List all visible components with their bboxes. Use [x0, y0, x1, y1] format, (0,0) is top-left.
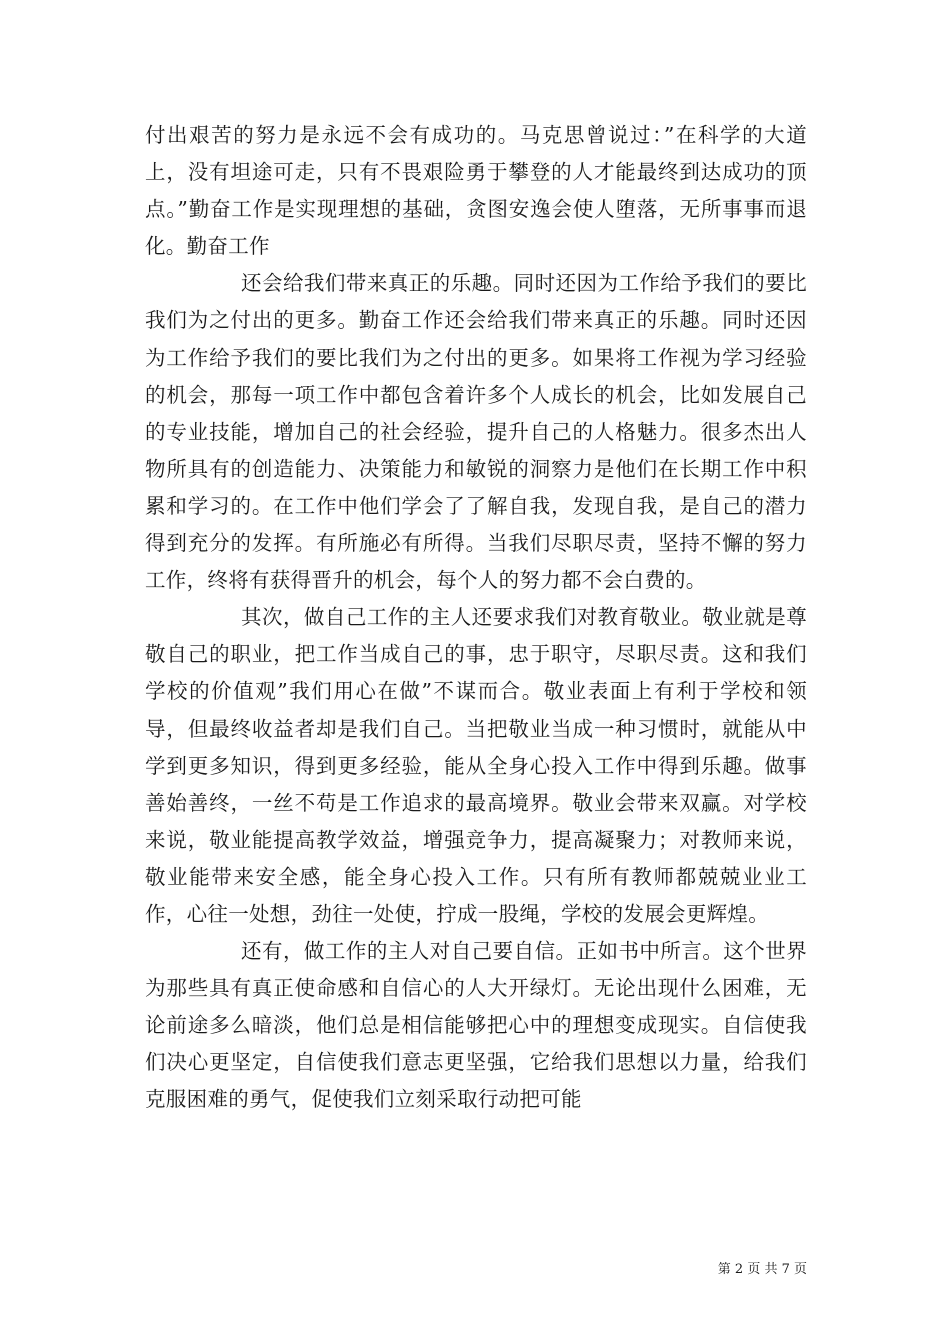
- paragraph-2: 还会给我们带来真正的乐趣。同时还因为工作给予我们的要比我们为之付出的更多。勤奋工作还会给我们带来真正的乐趣。同时还因为工作给予我们的要比我们为之付出的更多。如果将工作视为学习经验的机会，那每一项工作中都包含着许多个人成长的机会，比如发展自己的专业技能，增加自己的社会经验，提升自己的人格魅力。很多杰出人物所具有的创造能力、决策能力和敏锐的洞察力是他们在长期工作中积累和学习的。在工作中他们学会了了解自我，发现自我，是自己的潜力得到充分的发挥。有所施必有所得。当我们尽职尽责，坚持不懈的努力工作，终将有获得晋升的机会，每个人的努力都不会白费的。: [145, 271, 807, 593]
- paragraph-3: 其次，做自己工作的主人还要求我们对教育敬业。敬业就是尊敬自己的职业，把工作当成自己的事，忠于职守，尽职尽责。这和我们学校的价值观”我们用心在做”不谋而合。敬业表面上有利于学校和领导，但最终收益者却是我们自己。当把敬业当成一种习惯时，就能从中学到更多知识，得到更多经验，能从全身心投入工作中得到乐趣。做事善始善终，一丝不苟是工作追求的最高境界。敬业会带来双赢。对学校来说，敬业能提高教学效益，增强竞争力，提高凝聚力；对教师来说，敬业能带来安全感，能全身心投入工作。只有所有教师都兢兢业业工作，心往一处想，劲往一处使，拧成一股绳，学校的发展会更辉煌。: [145, 605, 807, 926]
- paragraph-1: 付出艰苦的努力是永远不会有成功的。马克思曾说过：”在科学的大道上，没有坦途可走，只有不畏艰险勇于攀登的人才能最终到达成功的顶点。”勤奋工作是实现理想的基础，贪图安逸会使人堕落，无所事事而退化。勤奋工作: [145, 123, 807, 259]
- document-page: [145, 117, 807, 1119]
- paragraph-4: 还有，做工作的主人对自己要自信。正如书中所言。这个世界为那些具有真正使命感和自信心的人大开绿灯。无论出现什么困难，无论前途多么暗淡，他们总是相信能够把心中的理想变成现实。自信使我们决心更坚定，自信使我们意志更坚强，它给我们思想以力量，给我们克服困难的勇气，促使我们立刻采取行动把可能: [145, 939, 807, 1112]
- page-number-footer: 第 2 页 共 7 页: [717, 1262, 807, 1277]
